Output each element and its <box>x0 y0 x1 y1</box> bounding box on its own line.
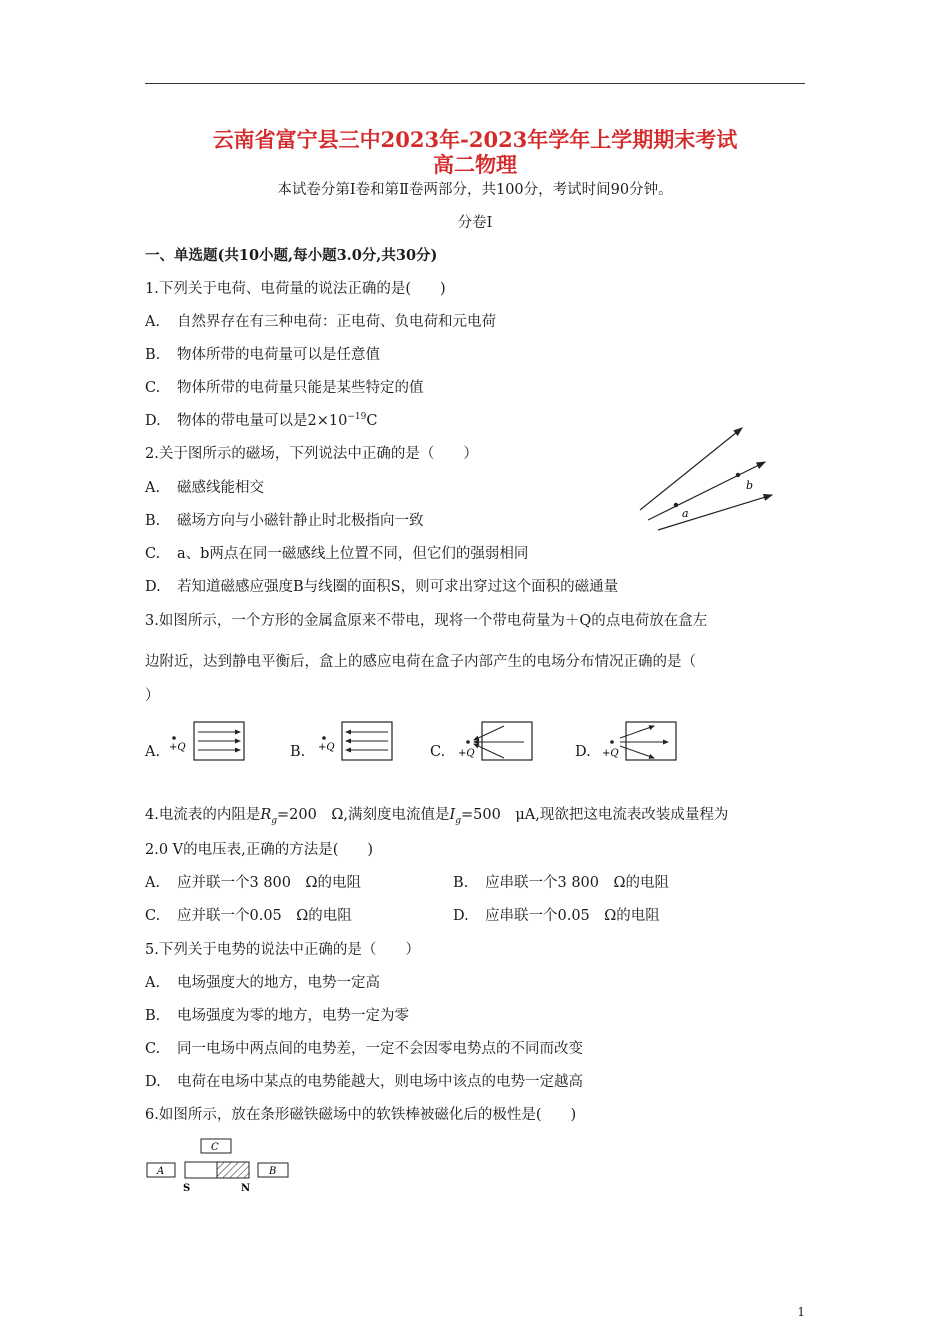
exam-title: 云南省富宁县三中2023年-2023年学年上学期期末考试 <box>212 127 738 152</box>
q2-option-d: D. 若知道磁感应强度B与线圈的面积S，则可求出穿过这个面积的磁通量 <box>145 579 619 595</box>
q6-stem: 6.如图所示，放在条形磁铁磁场中的软铁棒被磁化后的极性是( ) <box>145 1107 577 1123</box>
q1-option-b: B. 物体所带的电荷量可以是任意值 <box>145 347 380 363</box>
q5-option-a: A. 电场强度大的地方，电势一定高 <box>145 975 380 991</box>
q3-stem-line2: 边附近，达到静电平衡后，盒上的感应电荷在盒子内部产生的电场分布情况正确的是（ <box>145 654 696 670</box>
q3-option-a-figure <box>166 718 250 766</box>
pole-s-label: S <box>183 1183 191 1194</box>
q4-option-b: B. 应串联一个3 800 Ω的电阻 <box>453 875 670 891</box>
q3-option-c-figure <box>454 718 538 766</box>
svg-text:+Q: +Q <box>169 742 186 753</box>
q2-stem: 2.关于图所示的磁场，下列说法中正确的是（ ） <box>145 446 478 462</box>
point-b-label: b <box>746 479 754 492</box>
q4-stem-line2: 2.0 V的电压表,正确的方法是( ) <box>145 842 374 858</box>
field-line-1 <box>640 428 742 510</box>
q4-option-c: C. 应并联一个0.05 Ω的电阻 <box>145 908 352 924</box>
q1-option-c: C. 物体所带的电荷量只能是某些特定的值 <box>145 380 424 396</box>
magnet-n-half <box>217 1162 249 1178</box>
q3-option-b-label: B. <box>290 744 306 760</box>
svg-text:C: C <box>211 1142 219 1153</box>
magnet-s-half <box>185 1162 217 1178</box>
field-line-3 <box>658 495 772 530</box>
point-a-dot <box>674 503 678 507</box>
q1-stem: 1.下列关于电荷、电荷量的说法正确的是( ) <box>145 281 446 297</box>
exam-intro: 本试卷分第Ⅰ卷和第Ⅱ卷两部分，共100分，考试时间90分钟。 <box>277 182 673 198</box>
q5-option-d: D. 电荷在电场中某点的电势能越大，则电场中该点的电势一定越高 <box>145 1074 583 1090</box>
q4-stem-line1: 4.电流表的内阻是$R_g=200$ Ω,满刻度电流值是$I_g=500$ μA,现欲把这电流表改装成量程为 <box>145 807 729 826</box>
q5-option-b: B. 电场强度为零的地方，电势一定为零 <box>145 1008 409 1024</box>
point-a-label: a <box>682 507 689 520</box>
q2-option-c: C. a、b两点在同一磁感线上位置不同，但它们的强弱相同 <box>145 546 529 562</box>
header-rule <box>145 83 805 84</box>
part-label: 分卷I <box>457 215 493 231</box>
magnet-figure <box>145 1135 295 1195</box>
svg-text:+Q: +Q <box>318 742 335 753</box>
q3-option-d-figure <box>598 718 682 766</box>
svg-text:B: B <box>269 1166 277 1177</box>
svg-text:+Q: +Q <box>602 748 619 759</box>
q3-stem-line1: 3.如图所示，一个方形的金属盒原来不带电，现将一个带电荷量为＋Q的点电荷放在盒左 <box>145 613 708 629</box>
q5-stem: 5.下列关于电势的说法中正确的是（ ） <box>145 942 420 958</box>
q3-option-a-label: A. <box>145 744 161 760</box>
svg-text:+Q: +Q <box>458 748 475 759</box>
q3-option-b-figure <box>314 718 398 766</box>
q3-stem-line3: ） <box>145 688 160 704</box>
q4-option-a: A. 应并联一个3 800 Ω的电阻 <box>145 875 362 891</box>
q3-option-d-label: D. <box>575 744 591 760</box>
q3-option-c-label: C. <box>430 744 446 760</box>
page-number: 1 <box>797 1305 805 1319</box>
svg-text:A: A <box>157 1166 165 1177</box>
point-b-dot <box>736 473 740 477</box>
q4-option-d: D. 应串联一个0.05 Ω的电阻 <box>453 908 660 924</box>
pole-n-label: N <box>241 1183 251 1194</box>
q1-option-d: D. 物体的带电量可以是$2\times 10^{-19}C$ <box>145 412 378 429</box>
q2-option-a: A. 磁感线能相交 <box>145 480 264 496</box>
subject-title: 高二物理 <box>433 152 517 177</box>
q5-option-c: C. 同一电场中两点间的电势差，一定不会因零电势点的不同而改变 <box>145 1041 583 1057</box>
magnetic-field-figure <box>630 420 780 535</box>
q1-option-a: A. 自然界存在有三种电荷：正电荷、负电荷和元电荷 <box>145 314 496 330</box>
section-heading: 一、单选题(共10小题,每小题3.0分,共30分) <box>145 247 438 264</box>
q2-option-b: B. 磁场方向与小磁针静止时北极指向一致 <box>145 513 424 529</box>
